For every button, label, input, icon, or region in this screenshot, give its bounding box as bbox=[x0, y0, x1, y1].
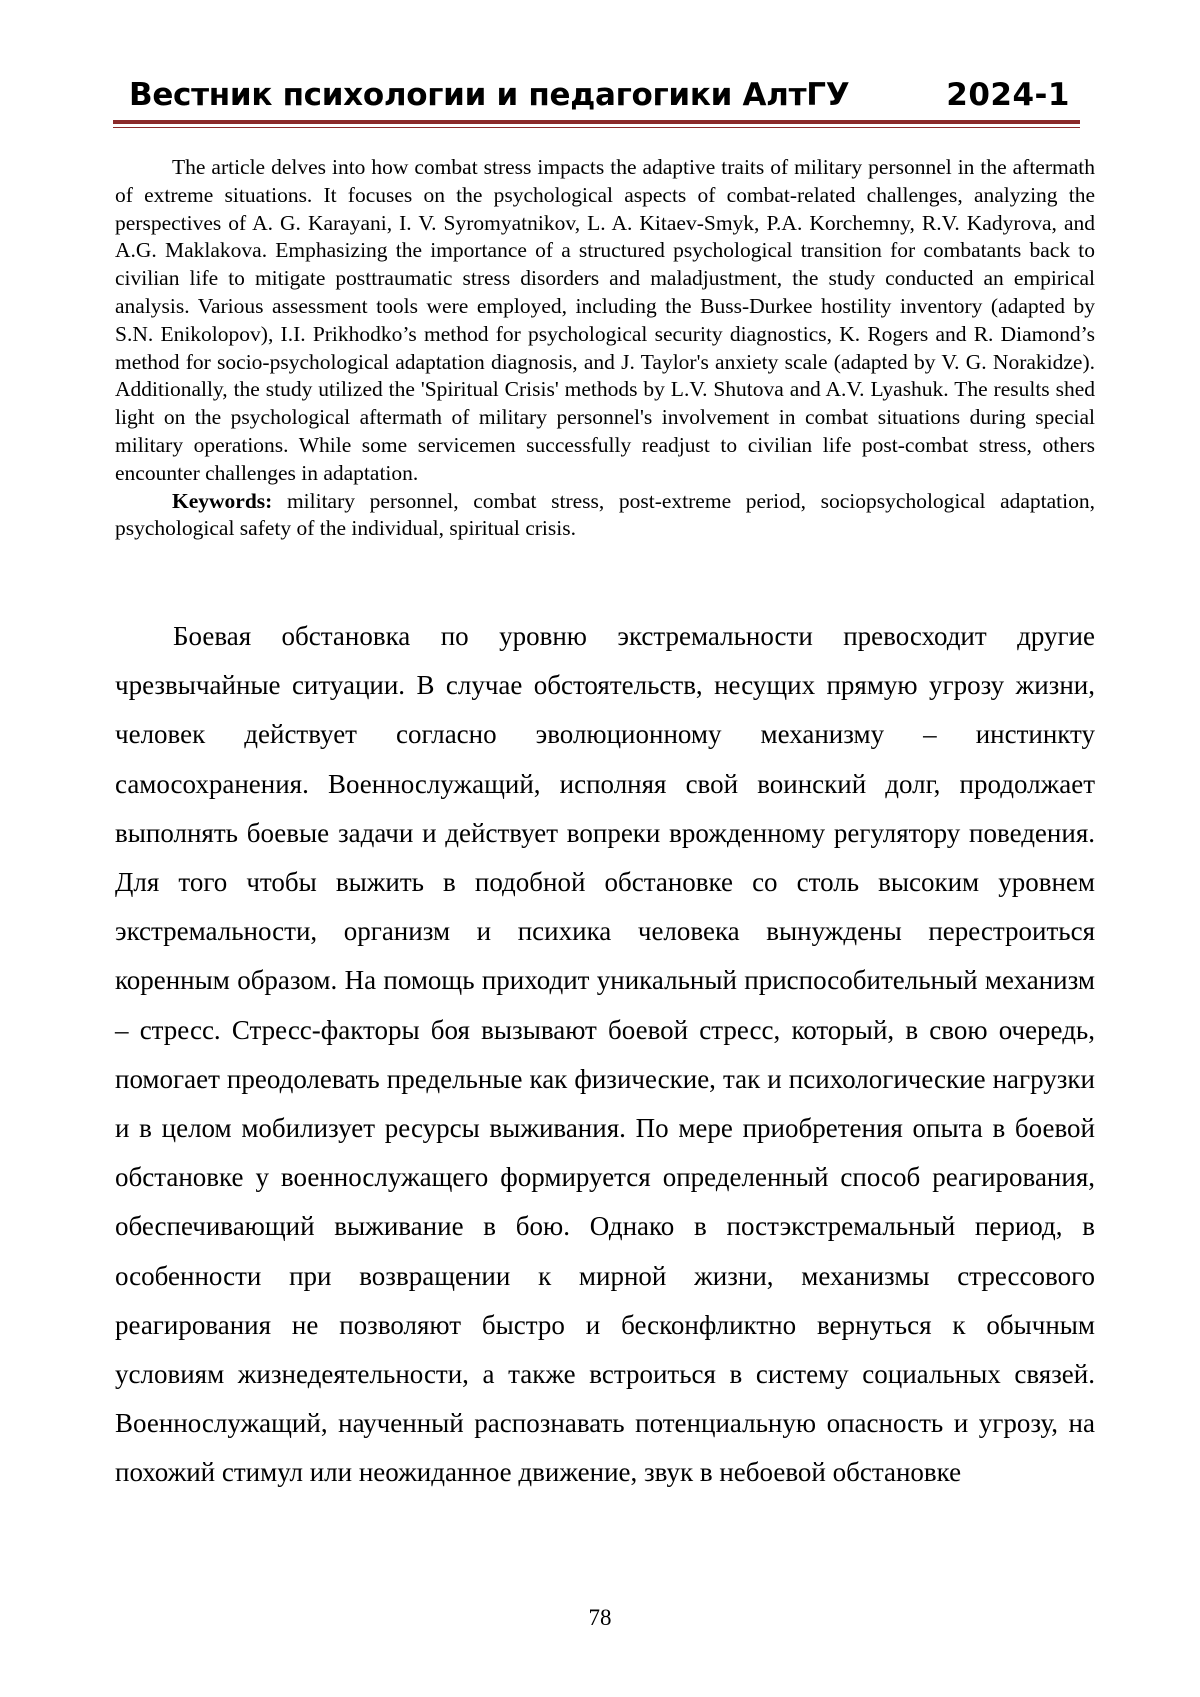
running-header bbox=[117, 70, 1080, 120]
header-rule-thin bbox=[113, 127, 1080, 128]
main-text bbox=[115, 612, 1095, 1498]
keywords-list: military personnel, combat stress, post-extreme period, sociopsychological adaptation, psychological safety of the individual, spiritual crisis. bbox=[115, 489, 1095, 541]
keywords-label: Keywords: bbox=[172, 489, 272, 513]
issue-number: 2024-1 bbox=[946, 70, 1070, 120]
body-paragraph: Боевая обстановка по уровню экстремальности превосходит другие чрезвычайные ситуации. В случае обстоятельств, несущих прямую угрозу жизни, человек действует согласно эволюционному механизму – инстинкту самосохранения. Военнослужащий, исполняя свой воинский долг, продолжает выполнять боевые задачи и действует вопреки врожденному регулятору поведения. Для того чтобы выжить в подобной обстановке со столь высоким уровнем экстремальности, организм и психика человека вынуждены перестроиться коренным образом. На помощь приходит уникальный приспособительный механизм – стресс. Стресс-факторы боя вызывают боевой стресс, который, в свою очередь, помогает преодолевать предельные как физические, так и психологические нагрузки и в целом мобилизует ресурсы выживания. По мере приобретения опыта в боевой обстановке у военнослужащего формируется определенный способ реагирования, обеспечивающий выживание в бою. Однако в постэкстремальный период, в особенности при возвращении к мирной жизни, механизмы стрессового реагирования не позволяют быстро и бесконфликтно вернуться к обычным условиям жизнедеятельности, а также встроиться в систему социальных связей. Военнослужащий, наученный распознавать потенциальную опасность и угрозу, на похожий стимул или неожиданное движение, звук в небоевой обстановке bbox=[115, 612, 1095, 1498]
header-rule-thick bbox=[113, 120, 1080, 124]
journal-title: Вестник психологии и педагогики АлтГУ bbox=[129, 70, 849, 120]
abstract-block bbox=[115, 154, 1095, 543]
keywords-paragraph bbox=[115, 488, 1095, 544]
page-number: 78 bbox=[0, 1603, 1200, 1633]
abstract-paragraph: The article delves into how combat stress impacts the adaptive traits of military personnel in the aftermath of extreme situations. It focuses on the psychological aspects of combat-related challenges, analyzing the perspectives of A. G. Karayani, I. V. Syromyatnikov, L. A. Kitaev-Smyk, P.A. Korchemny, R.V. Kadyrova, and A.G. Maklakova. Emphasizing the importance of a structured psychological transition for combatants back to civilian life to mitigate posttraumatic stress disorders and maladjustment, the study conducted an empirical analysis. Various assessment tools were employed, including the Buss-Durkee hostility inventory (adapted by S.N. Enikolopov), I.I. Prikhodko’s method for psychological security diagnostics, K. Rogers and R. Diamond’s method for socio-psychological adaptation diagnosis, and J. Taylor's anxiety scale (adapted by V. G. Norakidze). Additionally, the study utilized the 'Spiritual Crisis' methods by L.V. Shutova and A.V. Lyashuk. The results shed light on the psychological aftermath of military personnel's involvement in combat situations during special military operations. While some servicemen successfully readjust to civilian life post-combat stress, others encounter challenges in adaptation. bbox=[115, 154, 1095, 488]
